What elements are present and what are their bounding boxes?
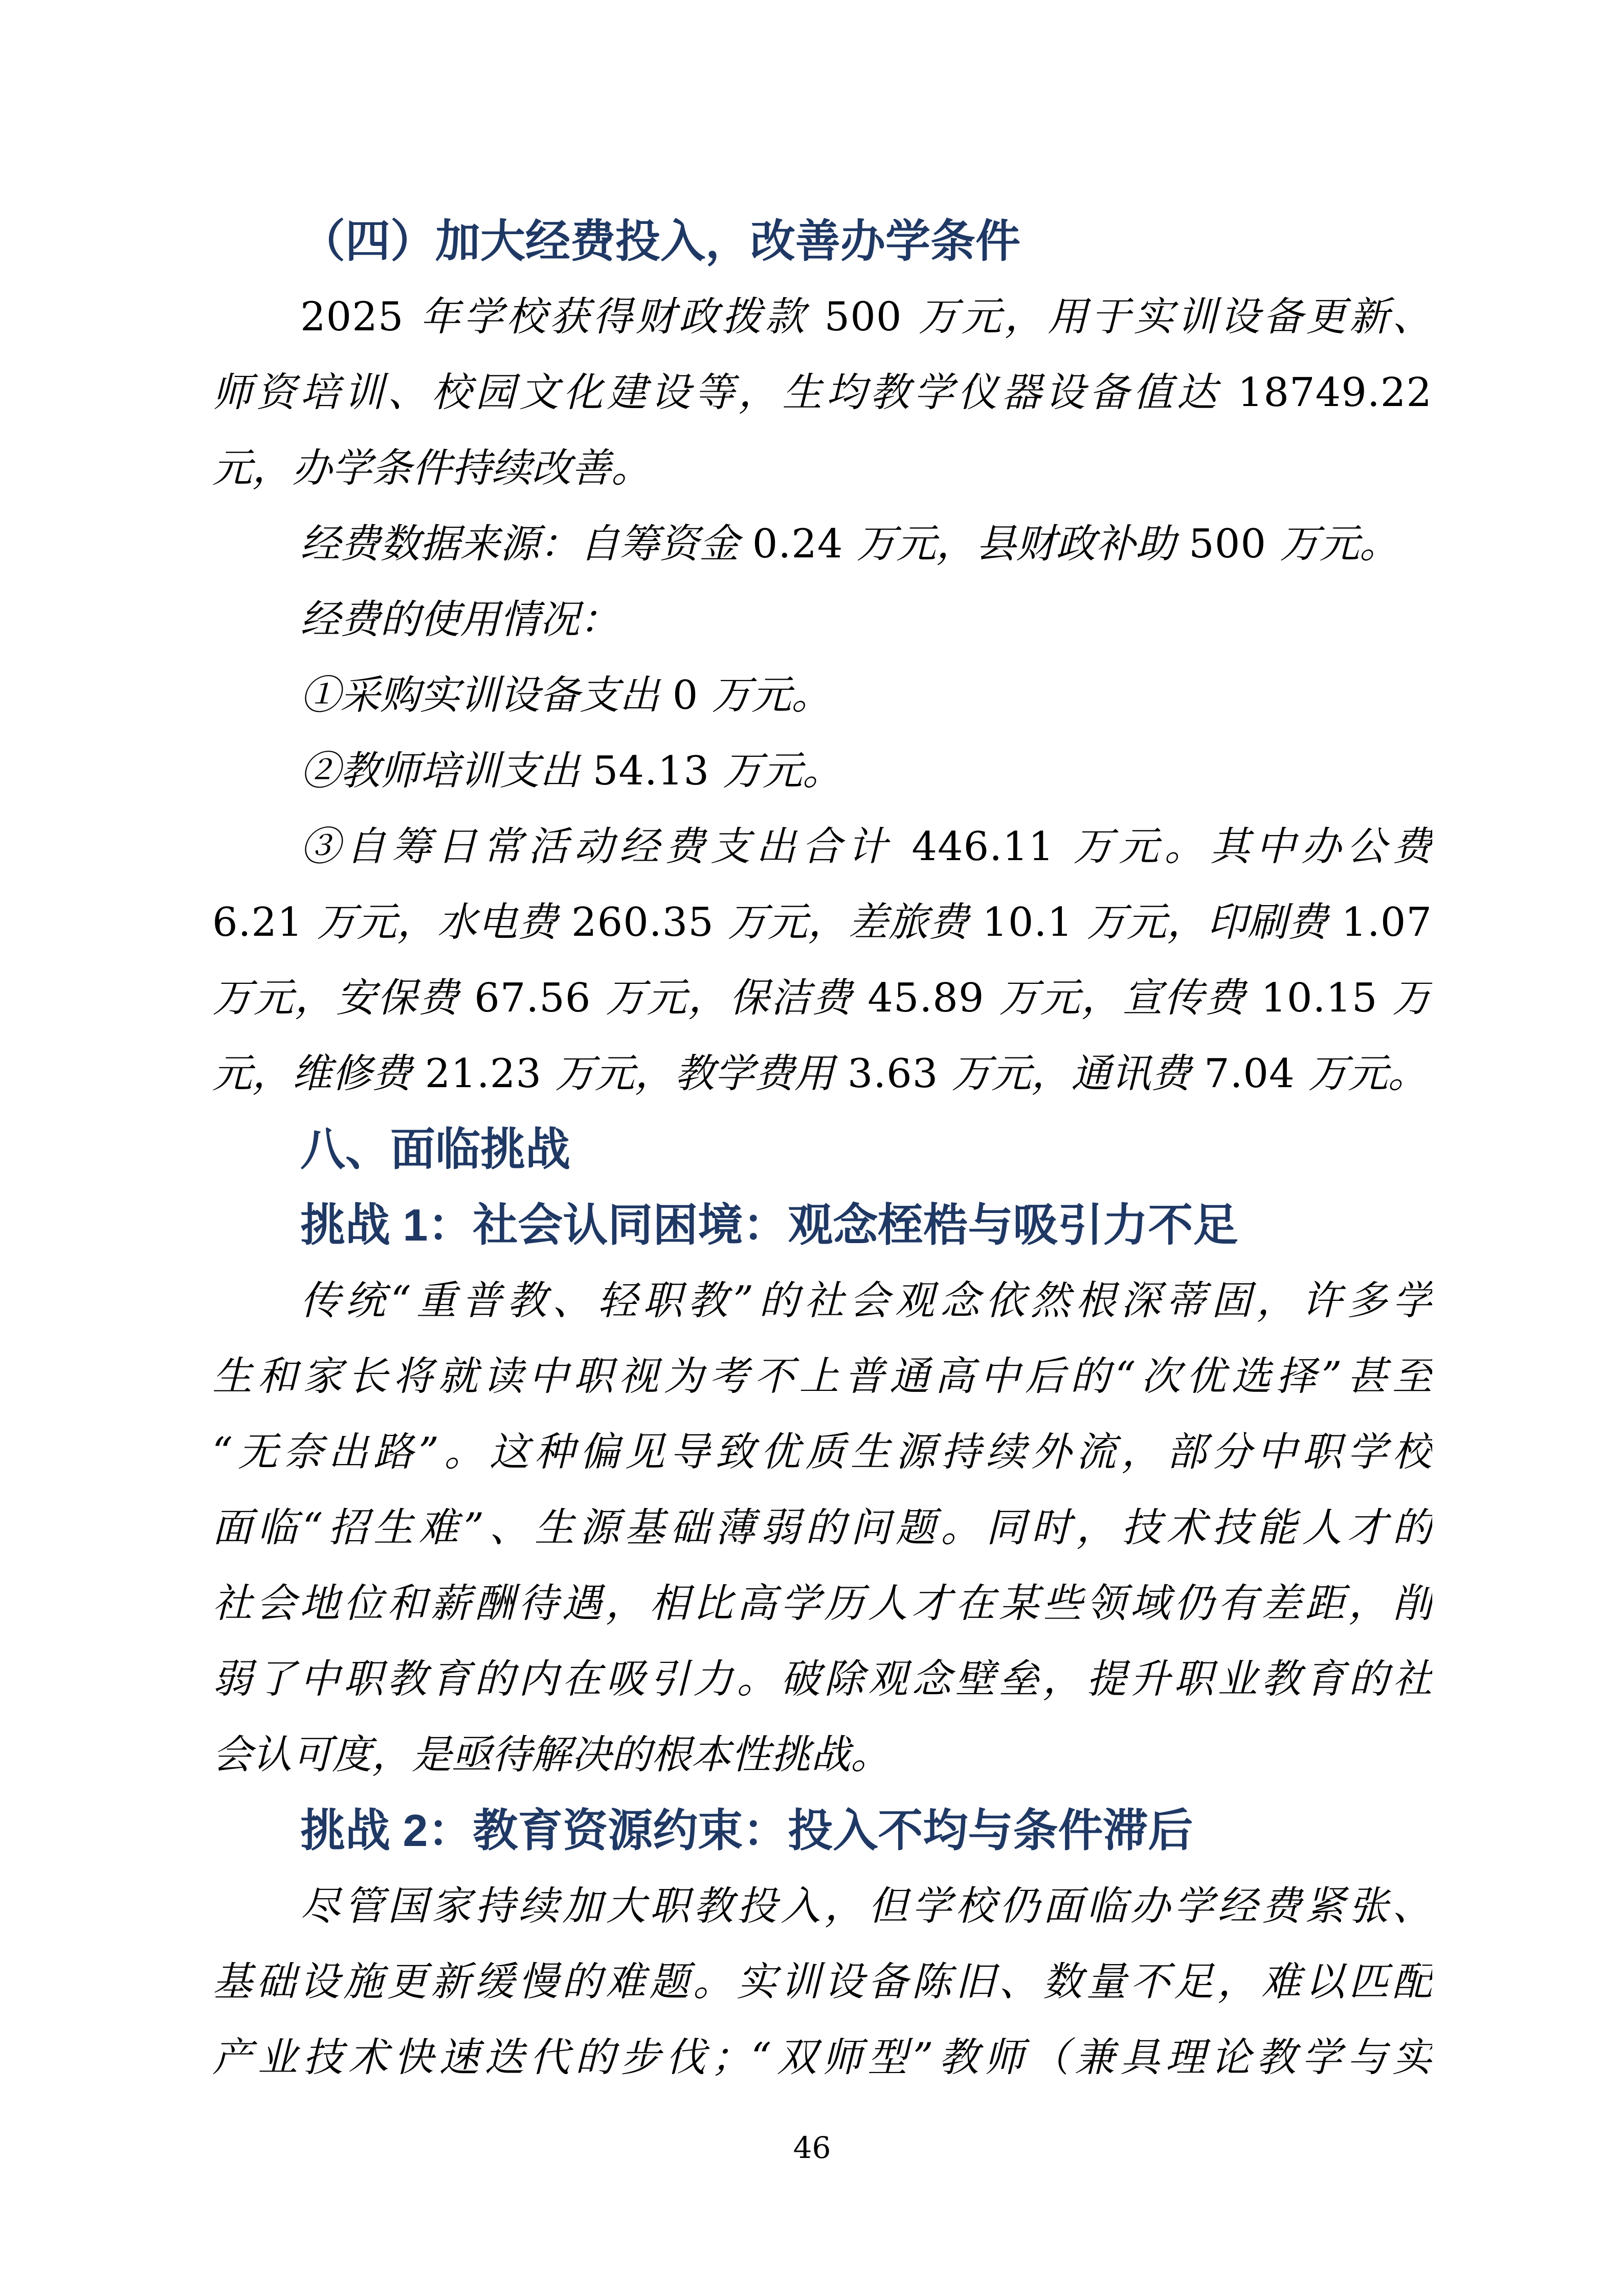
body-text-line <box>212 506 1432 582</box>
body-text-line <box>212 1869 1432 1944</box>
latin-text-run: 6.21 <box>212 899 317 946</box>
body-text-line <box>212 1339 1432 1414</box>
paragraph-block <box>212 1869 1432 2096</box>
cjk-text-run: 弱了中职教育的内在吸引力。破除观念壁垒，提升职业教育的社 <box>212 1656 1432 1702</box>
body-text-line <box>212 1566 1432 1641</box>
paragraph-block <box>212 809 1432 1112</box>
body-text-line <box>212 582 1432 658</box>
cjk-text-run: 万元，宣传费 <box>999 975 1247 1021</box>
cjk-text-run: 尽管国家持续加大职教投入，但学校仍面临办学经费紧张、 <box>300 1883 1432 1929</box>
cjk-text-run: 万元，安保费 <box>212 975 460 1021</box>
latin-text-run: 500 <box>808 294 919 340</box>
cjk-text-run: 基础设施更新缓慢的难题。实训设备陈旧、数量不足，难以匹配 <box>212 1959 1432 2005</box>
cjk-text-run: 元，维修费 <box>212 1051 412 1097</box>
cjk-text-run: 万元，印刷费 <box>1086 899 1328 946</box>
heading-block <box>212 1112 1432 1187</box>
cjk-text-run: 万元，保洁费 <box>606 975 853 1021</box>
cjk-text-run: “无奈出路”。这种偏见导致优质生源持续外流，部分中职学校 <box>212 1429 1432 1475</box>
cjk-text-run: 传统“重普教、轻职教”的社会观念依然根深蒂固，许多学 <box>300 1278 1432 1324</box>
page-number: 46 <box>793 2130 831 2165</box>
body-text-line <box>212 658 1432 733</box>
latin-text-run: 446.11 <box>893 824 1074 870</box>
cjk-text-run: 万元。 <box>711 672 832 718</box>
cjk-text-run: 万元，差旅费 <box>727 899 969 946</box>
cjk-text-run: 会认可度，是亟待解决的根本性挑战。 <box>212 1732 891 1778</box>
cjk-text-run: ②教师培训支出 <box>300 748 580 794</box>
cjk-text-run: 年学校获得财政拨款 <box>420 294 808 340</box>
heading-line: （四）加大经费投入，改善办学条件 <box>300 216 1021 266</box>
cjk-text-run: 元，办学条件持续改善。 <box>212 445 652 491</box>
body-text-line <box>212 355 1432 431</box>
cjk-text-run: 经费的使用情况： <box>300 597 620 643</box>
paragraph-block <box>212 658 1432 733</box>
cjk-text-run: 万元，通讯费 <box>951 1051 1191 1097</box>
cjk-text-run: ③自筹日常活动经费支出合计 <box>300 824 893 870</box>
body-text-line <box>212 1263 1432 1339</box>
cjk-text-run: 师资培训、校园文化建设等，生均教学仪器设备值达 <box>212 370 1221 416</box>
body-text-line <box>212 1036 1432 1112</box>
cjk-text-run: 万元。 <box>1279 521 1399 567</box>
latin-text-run: 21.23 <box>412 1051 555 1097</box>
cjk-text-run: 万元，水电费 <box>317 899 558 946</box>
paragraph-block <box>212 1263 1432 1793</box>
latin-text-run: 2025 <box>300 294 420 340</box>
latin-text-run: 0.24 <box>739 521 857 567</box>
paragraph-block <box>212 506 1432 582</box>
latin-text-run: 10.1 <box>968 899 1087 946</box>
body-text-line <box>212 960 1432 1036</box>
cjk-text-run: 万元。 <box>722 748 842 794</box>
latin-text-run: 10.15 <box>1246 975 1392 1021</box>
body-text-line <box>212 733 1432 809</box>
heading-block <box>212 1187 1432 1263</box>
cjk-text-run: 社会地位和薪酬待遇，相比高学历人才在某些领域仍有差距，削 <box>212 1581 1432 1627</box>
latin-text-run: 0 <box>659 672 712 718</box>
body-text-line <box>212 2020 1432 2096</box>
body-text-line <box>212 431 1432 506</box>
cjk-text-run: ①采购实训设备支出 <box>300 672 660 718</box>
latin-text-run: 1.07 <box>1327 899 1432 946</box>
latin-text-run: 260.35 <box>558 899 728 946</box>
latin-text-run: 500 <box>1175 521 1280 567</box>
heading-line: 挑战 1：社会认同困境：观念桎梏与吸引力不足 <box>300 1200 1238 1250</box>
paragraph-block <box>212 733 1432 809</box>
body-text-line <box>212 1717 1432 1793</box>
cjk-text-run: 面临“招生难”、生源基础薄弱的问题。同时，技术技能人才的 <box>212 1505 1432 1551</box>
latin-text-run: 7.04 <box>1191 1051 1308 1097</box>
latin-text-run: 54.13 <box>580 748 723 794</box>
latin-text-run: 67.56 <box>459 975 606 1021</box>
latin-text-run: 3.63 <box>834 1051 952 1097</box>
cjk-text-run: 万元，县财政补助 <box>856 521 1176 567</box>
latin-text-run: 18749.22 <box>1220 370 1432 416</box>
heading-line: 挑战 2：教育资源约束：投入不均与条件滞后 <box>300 1805 1193 1856</box>
cjk-text-run: 生和家长将就读中职视为考不上普通高中后的“次优选择”甚至 <box>212 1354 1432 1400</box>
cjk-text-run: 产业技术快速迭代的步伐；“双师型”教师（兼具理论教学与实 <box>212 2035 1432 2081</box>
cjk-text-run: 经费数据来源：自筹资金 <box>300 521 740 567</box>
document-content <box>212 204 1432 2096</box>
cjk-text-run: 万元。其中办公费 <box>1073 824 1432 870</box>
body-text-line <box>212 809 1432 885</box>
cjk-text-run: 万元，教学费用 <box>554 1051 834 1097</box>
cjk-text-run: 万 <box>1392 975 1432 1021</box>
body-text-line <box>212 279 1432 355</box>
body-text-line <box>212 1490 1432 1566</box>
page-footer <box>0 2122 1624 2173</box>
body-text-line <box>212 1414 1432 1490</box>
cjk-text-run: 万元。 <box>1308 1051 1428 1097</box>
paragraph-block <box>212 279 1432 506</box>
body-text-line <box>212 885 1432 960</box>
body-text-line <box>212 1944 1432 2020</box>
body-text-line <box>212 1641 1432 1717</box>
cjk-text-run: 万元，用于实训设备更新、 <box>918 294 1432 340</box>
heading-block <box>212 1793 1432 1869</box>
paragraph-block <box>212 582 1432 658</box>
heading-block <box>212 204 1432 279</box>
latin-text-run: 45.89 <box>853 975 999 1021</box>
heading-line: 八、面临挑战 <box>300 1124 571 1175</box>
